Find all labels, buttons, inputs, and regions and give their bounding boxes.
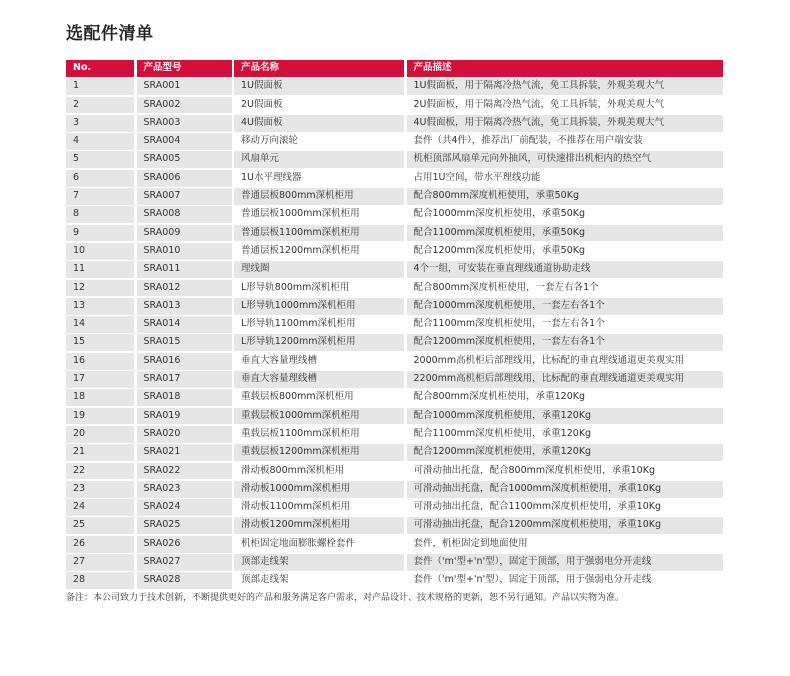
cell-name: 机柜固定地面膨胀螺栓套件 xyxy=(234,536,404,553)
cell-no: 28 xyxy=(66,572,134,589)
cell-no: 3 xyxy=(66,115,134,132)
cell-name: 重载层板800mm深机柜用 xyxy=(234,389,404,406)
cell-no: 18 xyxy=(66,389,134,406)
table-row xyxy=(66,426,723,444)
cell-no: 15 xyxy=(66,334,134,351)
cell-name: 风扇单元 xyxy=(234,151,404,168)
cell-model: SRA014 xyxy=(137,316,232,333)
table-body xyxy=(66,78,723,590)
cell-name: L形导轨1000mm深机柜用 xyxy=(234,298,404,315)
cell-no: 1 xyxy=(66,78,134,95)
table-row xyxy=(66,316,723,334)
cell-description: 套件，机柜固定到地面使用 xyxy=(407,536,723,553)
cell-description: 可滑动抽出托盘，配合800mm深度机柜使用，承重10Kg xyxy=(407,463,723,480)
cell-description: 2200mm高机柜后部理线用，比标配的垂直理线通道更美观实用 xyxy=(407,371,723,388)
cell-model: SRA012 xyxy=(137,280,232,297)
cell-description: 配合800mm深度机柜使用，一套左右各1个 xyxy=(407,280,723,297)
table-row xyxy=(66,536,723,554)
cell-no: 4 xyxy=(66,133,134,150)
cell-model: SRA025 xyxy=(137,517,232,534)
cell-name: 1U水平理线器 xyxy=(234,170,404,187)
table-row xyxy=(66,408,723,426)
cell-model: SRA010 xyxy=(137,243,232,260)
cell-description: 1U假面板，用于隔离冷热气流，免工具拆装，外观美观大气 xyxy=(407,78,723,95)
cell-no: 9 xyxy=(66,225,134,242)
cell-no: 26 xyxy=(66,536,134,553)
cell-name: 普通层板1200mm深机柜用 xyxy=(234,243,404,260)
cell-name: 重载层板1100mm深机柜用 xyxy=(234,426,404,443)
cell-name: 垂直大容量理线槽 xyxy=(234,371,404,388)
table-row xyxy=(66,243,723,261)
cell-description: 可滑动抽出托盘，配合1100mm深度机柜使用，承重10Kg xyxy=(407,499,723,516)
cell-name: 普通层板1000mm深机柜用 xyxy=(234,206,404,223)
cell-model: SRA028 xyxy=(137,572,232,589)
header-description: 产品描述 xyxy=(407,60,723,77)
cell-model: SRA009 xyxy=(137,225,232,242)
cell-no: 10 xyxy=(66,243,134,260)
table-header-row xyxy=(66,60,723,78)
cell-description: 4U假面板，用于隔离冷热气流，免工具拆装，外观美观大气 xyxy=(407,115,723,132)
cell-model: SRA011 xyxy=(137,261,232,278)
header-no: No. xyxy=(66,60,134,77)
table-row xyxy=(66,225,723,243)
cell-model: SRA015 xyxy=(137,334,232,351)
table-row xyxy=(66,170,723,188)
cell-name: L形导轨1200mm深机柜用 xyxy=(234,334,404,351)
cell-no: 27 xyxy=(66,554,134,571)
cell-model: SRA006 xyxy=(137,170,232,187)
cell-description: 机柜顶部风扇单元向外抽风，可快速排出机柜内的热空气 xyxy=(407,151,723,168)
cell-name: 滑动板1200mm深机柜用 xyxy=(234,517,404,534)
cell-no: 13 xyxy=(66,298,134,315)
table-row xyxy=(66,499,723,517)
cell-name: 重载层板1200mm深机柜用 xyxy=(234,444,404,461)
cell-description: 配合1100mm深度机柜使用，一套左右各1个 xyxy=(407,316,723,333)
table-row xyxy=(66,554,723,572)
cell-model: SRA008 xyxy=(137,206,232,223)
cell-description: 配合1200mm深度机柜使用，一套左右各1个 xyxy=(407,334,723,351)
cell-no: 19 xyxy=(66,408,134,425)
cell-name: 普通层板1100mm深机柜用 xyxy=(234,225,404,242)
cell-model: SRA005 xyxy=(137,151,232,168)
cell-name: 顶部走线架 xyxy=(234,554,404,571)
table-row xyxy=(66,334,723,352)
cell-name: 滑动板800mm深机柜用 xyxy=(234,463,404,480)
table-row xyxy=(66,353,723,371)
cell-model: SRA021 xyxy=(137,444,232,461)
header-name: 产品名称 xyxy=(234,60,404,77)
cell-model: SRA001 xyxy=(137,78,232,95)
table-row xyxy=(66,133,723,151)
cell-name: 滑动板1100mm深机柜用 xyxy=(234,499,404,516)
table-row xyxy=(66,97,723,115)
cell-name: L形导轨1100mm深机柜用 xyxy=(234,316,404,333)
footnote: 备注：本公司致力于技术创新，不断提供更好的产品和服务满足客户需求，对产品设计、技术规格的更新，恕不另行通知。产品以实物为准。 xyxy=(66,593,625,603)
table-row xyxy=(66,572,723,590)
cell-name: 垂直大容量理线槽 xyxy=(234,353,404,370)
table-row xyxy=(66,115,723,133)
cell-no: 17 xyxy=(66,371,134,388)
cell-model: SRA023 xyxy=(137,481,232,498)
table-row xyxy=(66,261,723,279)
cell-description: 配合1100mm深度机柜使用，承重50Kg xyxy=(407,225,723,242)
cell-description: 配合800mm深度机柜使用，承重120Kg xyxy=(407,389,723,406)
table-row xyxy=(66,517,723,535)
cell-no: 22 xyxy=(66,463,134,480)
table-row xyxy=(66,206,723,224)
cell-no: 7 xyxy=(66,188,134,205)
cell-name: 理线圈 xyxy=(234,261,404,278)
cell-no: 25 xyxy=(66,517,134,534)
cell-model: SRA020 xyxy=(137,426,232,443)
cell-name: L形导轨800mm深机柜用 xyxy=(234,280,404,297)
cell-description: 套件（'m'型+'n'型），固定于顶部，用于强弱电分开走线 xyxy=(407,572,723,589)
cell-name: 2U假面板 xyxy=(234,97,404,114)
cell-no: 16 xyxy=(66,353,134,370)
table-row xyxy=(66,371,723,389)
table-row xyxy=(66,481,723,499)
cell-description: 配合1200mm深度机柜使用，承重120Kg xyxy=(407,444,723,461)
cell-no: 24 xyxy=(66,499,134,516)
cell-no: 11 xyxy=(66,261,134,278)
cell-description: 4个一组，可安装在垂直理线通道协助走线 xyxy=(407,261,723,278)
cell-model: SRA016 xyxy=(137,353,232,370)
cell-no: 2 xyxy=(66,97,134,114)
cell-description: 配合1100mm深度机柜使用，承重120Kg xyxy=(407,426,723,443)
table-row xyxy=(66,389,723,407)
cell-no: 23 xyxy=(66,481,134,498)
table-row xyxy=(66,78,723,96)
cell-description: 2U假面板，用于隔离冷热气流，免工具拆装，外观美观大气 xyxy=(407,97,723,114)
cell-name: 1U假面板 xyxy=(234,78,404,95)
cell-model: SRA007 xyxy=(137,188,232,205)
cell-model: SRA017 xyxy=(137,371,232,388)
cell-model: SRA019 xyxy=(137,408,232,425)
cell-description: 配合1000mm深度机柜使用，承重120Kg xyxy=(407,408,723,425)
cell-no: 5 xyxy=(66,151,134,168)
accessory-table xyxy=(66,60,723,591)
cell-name: 4U假面板 xyxy=(234,115,404,132)
table-row xyxy=(66,280,723,298)
page-title: 选配件清单 xyxy=(66,24,154,44)
header-model: 产品型号 xyxy=(137,60,232,77)
cell-no: 20 xyxy=(66,426,134,443)
cell-name: 移动万向滚轮 xyxy=(234,133,404,150)
cell-description: 套件（'m'型+'n'型），固定于顶部，用于强弱电分开走线 xyxy=(407,554,723,571)
cell-model: SRA004 xyxy=(137,133,232,150)
cell-name: 滑动板1000mm深机柜用 xyxy=(234,481,404,498)
cell-model: SRA013 xyxy=(137,298,232,315)
cell-model: SRA002 xyxy=(137,97,232,114)
cell-name: 普通层板800mm深机柜用 xyxy=(234,188,404,205)
cell-description: 占用1U空间，带水平理线功能 xyxy=(407,170,723,187)
cell-description: 配合1000mm深度机柜使用，承重50Kg xyxy=(407,206,723,223)
cell-model: SRA018 xyxy=(137,389,232,406)
cell-description: 可滑动抽出托盘，配合1200mm深度机柜使用，承重10Kg xyxy=(407,517,723,534)
cell-model: SRA022 xyxy=(137,463,232,480)
cell-no: 21 xyxy=(66,444,134,461)
cell-description: 配合800mm深度机柜使用，承重50Kg xyxy=(407,188,723,205)
cell-description: 可滑动抽出托盘，配合1000mm深度机柜使用，承重10Kg xyxy=(407,481,723,498)
table-row xyxy=(66,463,723,481)
table-row xyxy=(66,298,723,316)
cell-model: SRA026 xyxy=(137,536,232,553)
table-row xyxy=(66,151,723,169)
cell-description: 2000mm高机柜后部理线用，比标配的垂直理线通道更美观实用 xyxy=(407,353,723,370)
cell-description: 配合1200mm深度机柜使用，承重50Kg xyxy=(407,243,723,260)
cell-model: SRA003 xyxy=(137,115,232,132)
cell-no: 14 xyxy=(66,316,134,333)
cell-name: 顶部走线架 xyxy=(234,572,404,589)
cell-no: 6 xyxy=(66,170,134,187)
cell-model: SRA024 xyxy=(137,499,232,516)
table-row xyxy=(66,188,723,206)
cell-description: 配合1000mm深度机柜使用，一套左右各1个 xyxy=(407,298,723,315)
cell-no: 8 xyxy=(66,206,134,223)
table-row xyxy=(66,444,723,462)
cell-name: 重载层板1000mm深机柜用 xyxy=(234,408,404,425)
cell-model: SRA027 xyxy=(137,554,232,571)
cell-description: 套件（共4件），推荐出厂前配装，不推荐在用户端安装 xyxy=(407,133,723,150)
cell-no: 12 xyxy=(66,280,134,297)
